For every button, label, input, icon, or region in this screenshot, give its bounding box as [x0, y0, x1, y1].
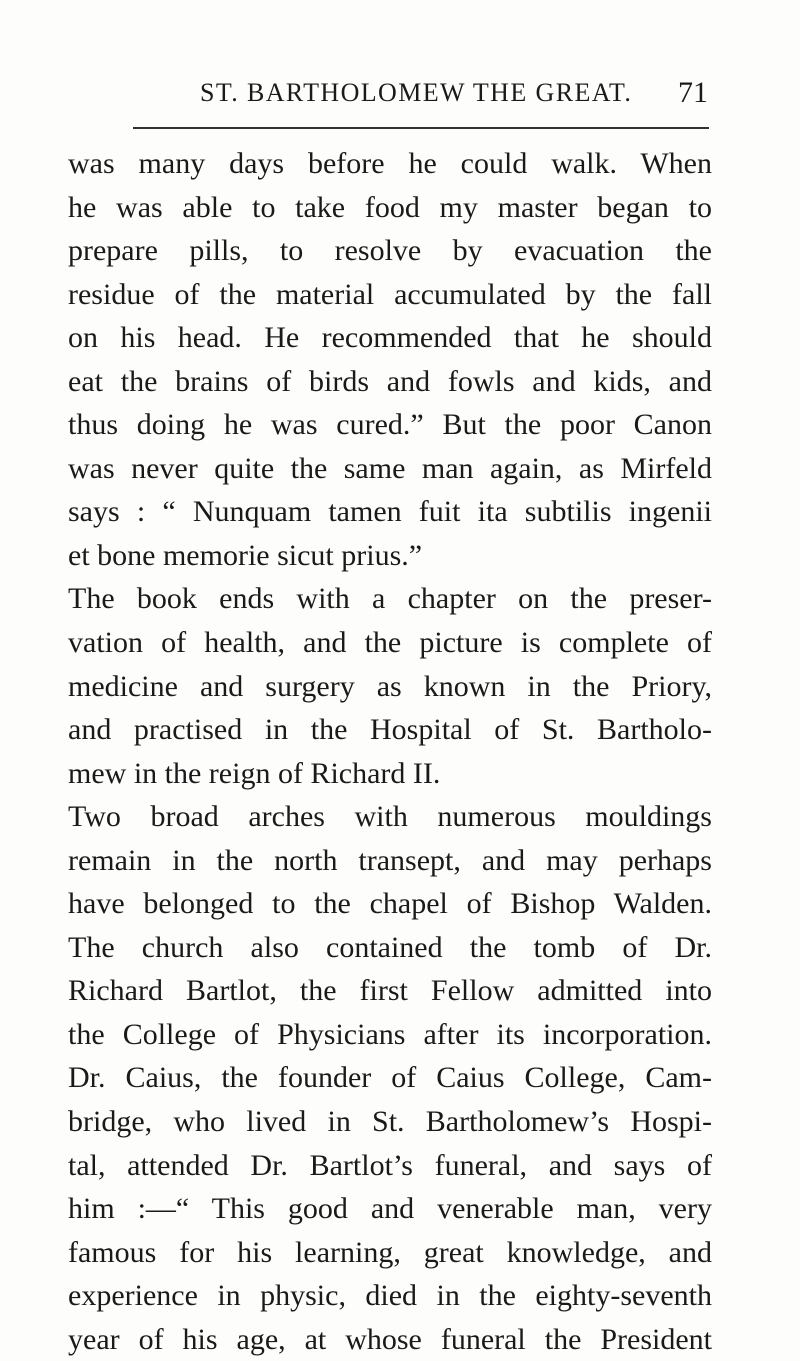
- text-line: experience in physic, died in the eighty-seventh: [68, 1279, 712, 1313]
- text-line: and practised in the Hospital of St. Bartholo-: [68, 713, 712, 747]
- text-line: was never quite the same man again, as Mirfeld: [68, 451, 712, 485]
- text-line: The book ends with a chapter on the preser-: [68, 582, 712, 616]
- text-line: thus doing he was cured.” But the poor Canon: [68, 408, 712, 442]
- text-line: remain in the north transept, and may perhaps: [68, 843, 712, 877]
- running-title: ST. BARTHOLOMEW THE GREAT.: [200, 78, 633, 107]
- text-line: vation of health, and the picture is complete of: [68, 626, 712, 660]
- text-line: have belonged to the chapel of Bishop Walden.: [68, 887, 712, 921]
- body-text: [68, 142, 712, 1361]
- text-line: him :—“ This good and venerable man, very: [68, 1192, 712, 1226]
- text-line: was many days before he could walk. When: [68, 147, 712, 180]
- text-line: Dr. Caius, the founder of Caius College, Cam-: [68, 1061, 712, 1095]
- text-line: eat the brains of birds and fowls and kids, and: [68, 364, 712, 398]
- text-line: year of his age, at whose funeral the President: [68, 1322, 712, 1356]
- page-number: 71: [678, 76, 708, 109]
- text-line: Richard Bartlot, the first Fellow admitted into: [68, 974, 712, 1008]
- running-head: [200, 78, 708, 114]
- text-line: tal, attended Dr. Bartlot’s funeral, and says of: [68, 1148, 712, 1182]
- text-line: he was able to take food my master began to: [68, 190, 712, 224]
- text-line: et bone memorie sicut prius.”: [68, 538, 423, 572]
- text-line: residue of the material accumulated by the fall: [68, 277, 712, 311]
- text-line: the College of Physicians after its incorporation.: [68, 1017, 712, 1051]
- text-line: The church also contained the tomb of Dr.: [68, 930, 712, 964]
- header-rule: [133, 127, 709, 129]
- text-line: Two broad arches with numerous mouldings: [68, 800, 712, 834]
- text-line: prepare pills, to resolve by evacuation the: [68, 234, 712, 268]
- text-line: mew in the reign of Richard II.: [68, 756, 441, 790]
- text-line: medicine and surgery as known in the Priory,: [68, 669, 712, 703]
- text-line: on his head. He recommended that he should: [68, 321, 712, 355]
- text-line: famous for his learning, great knowledge, and: [68, 1235, 712, 1269]
- text-line: says : “ Nunquam tamen fuit ita subtilis ingenii: [68, 495, 712, 529]
- text-line: bridge, who lived in St. Bartholomew’s Hospi-: [68, 1105, 712, 1139]
